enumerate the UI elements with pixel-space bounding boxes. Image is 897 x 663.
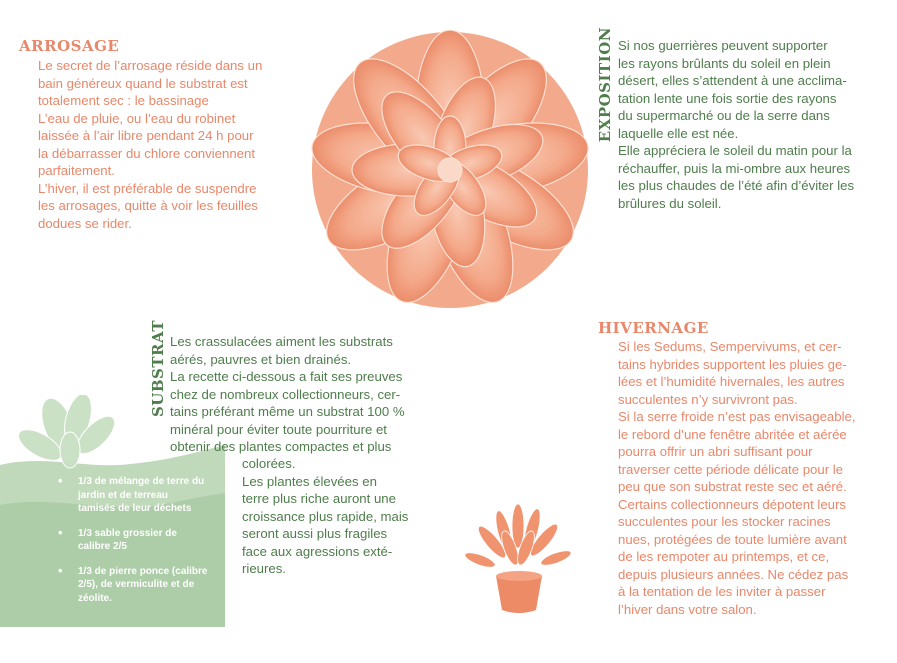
- arrosage-line: bain généreux quand le substrat est: [38, 75, 248, 91]
- arrosage-line: L’hiver, il est préférable de suspendre: [38, 180, 257, 196]
- exposition-line: les rayons brûlants du soleil en plein: [618, 55, 831, 71]
- substrat-line: La recette ci-dessous a fait ses preuves: [170, 369, 403, 384]
- arrosage-line: totalement sec : le bassinage: [38, 93, 209, 108]
- arrosage-line: la débarrasser du chlore conviennent: [38, 145, 255, 161]
- arrosage-line: laissée à l’air libre pendant 24 h pour: [38, 128, 254, 143]
- exposition-line: du supermarché ou de la serre dans: [618, 108, 830, 123]
- exposition-title: EXPOSITION: [596, 27, 614, 143]
- substrat-line: aérés, pauvres et bien drainés.: [170, 351, 352, 367]
- arrosage-title: ARROSAGE: [19, 37, 120, 55]
- substrat-line: seront aussi plus fragiles: [242, 526, 388, 541]
- hivernage-line: Certains collectionneurs dépotent leurs: [618, 496, 846, 512]
- arrosage-line: les arrosages, quitte à voir les feuilles: [38, 198, 258, 213]
- hivernage-line: pourra offrir un abri suffisant pour: [618, 444, 813, 459]
- hivernage-line: succulentes n’y survivront pas.: [618, 391, 798, 407]
- hivernage-line: depuis plusieurs années. Ne cédez pas: [618, 566, 849, 582]
- hivernage-line: lées et l’humidité hivernales, les autres: [618, 374, 845, 389]
- substrat-line: face aux agressions exté-: [242, 543, 393, 559]
- substrate-mix-list: [58, 475, 208, 616]
- succulent-rosette-illustration: [300, 30, 600, 320]
- substrat-line: obtenir des plantes compactes et plus: [170, 439, 392, 454]
- exposition-line: tation lente une fois sortie des rayons: [618, 90, 837, 106]
- list-item: • 1/3 sable grossier de calibre 2/5: [58, 527, 208, 554]
- exposition-line: désert, elles s’attendent à une acclima-: [618, 73, 847, 88]
- hivernage-line: tains hybrides supportent les pluies ge-: [618, 356, 847, 372]
- exposition-line: Si nos guerrières peuvent supporter: [618, 38, 828, 53]
- hivernage-line: succulentes pour les stocker racines: [618, 514, 831, 529]
- hivernage-title: HIVERNAGE: [598, 319, 709, 337]
- substrat-line: Les crassulacées aiment les substrats: [170, 334, 393, 349]
- potted-succulent-illustration: [462, 502, 577, 622]
- hivernage-line: Si les Sedums, Sempervivums, et cer-: [618, 339, 842, 354]
- exposition-line: laquelle elle est née.: [618, 125, 739, 141]
- substrat-line: minéral pour éviter toute pourriture et: [170, 421, 387, 437]
- arrosage-text: [38, 57, 288, 232]
- hivernage-line: le rebord d’une fenêtre abritée et aérée: [618, 426, 847, 442]
- exposition-line: brûlures du soleil.: [618, 195, 722, 211]
- hivernage-line: nues, protégées de toute lumière avant: [618, 531, 847, 547]
- exposition-line: réchauffer, puis la mi-ombre aux heures: [618, 160, 851, 176]
- arrosage-line: parfaitement.: [38, 163, 115, 178]
- arrosage-line: L’eau de pluie, ou l’eau du robinet: [38, 110, 236, 126]
- substrat-line: Les plantes élevées en: [242, 473, 377, 489]
- hivernage-line: de les rempoter au printemps, et ce,: [618, 549, 830, 564]
- hivernage-line: à la tentation de les inviter à passer: [618, 584, 826, 599]
- substrat-line: tains préférant même un substrat 100 %: [170, 404, 405, 419]
- hivernage-line: l’hiver dans votre salon.: [618, 601, 757, 617]
- substrat-line: rieures.: [242, 561, 286, 576]
- substrat-text-continued: [242, 455, 422, 578]
- substrat-line: croissance plus rapide, mais: [242, 508, 409, 524]
- substrat-line: chez de nombreux collectionneurs, cer-: [170, 386, 401, 402]
- arrosage-line: Le secret de l’arrosage réside dans un: [38, 58, 263, 73]
- list-item: • 1/3 de mélange de terre du jardin et de terreau tamisés de leur déchets: [58, 475, 208, 516]
- substrat-title: SUBSTRAT: [149, 320, 167, 418]
- substrat-line: terre plus riche auront une: [242, 491, 396, 506]
- hivernage-text: [618, 338, 880, 618]
- hivernage-line: peu que son substrat reste sec et aéré.: [618, 479, 847, 494]
- substrat-line: colorées.: [242, 456, 296, 471]
- arrosage-line: dodues se rider.: [38, 215, 132, 231]
- substrat-text: [170, 333, 420, 456]
- exposition-line: Elle appréciera le soleil du matin pour la: [618, 143, 852, 158]
- hivernage-line: Si la serre froide n’est pas envisageable,: [618, 409, 856, 424]
- hivernage-line: traverser cette période délicate pour le: [618, 461, 844, 477]
- list-item: • 1/3 de pierre ponce (calibre 2/5), de vermiculite et de zéolite.: [58, 565, 208, 606]
- exposition-text: [618, 37, 878, 212]
- exposition-line: les plus chaudes de l’été afin d’éviter les: [618, 178, 855, 193]
